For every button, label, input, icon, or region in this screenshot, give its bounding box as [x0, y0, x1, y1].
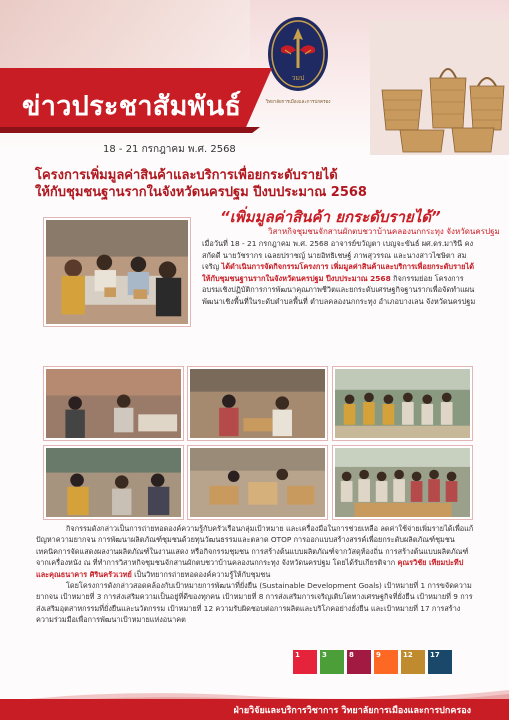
body-p1-text-b: เป็นวิทยากรถ่ายทอดองค์ความรู้ให้กับชุมชน [131, 569, 271, 579]
footer-text: ฝ่ายวิจัยและบริการวิชาการ วิทยาลัยการเมืองและการปกครอง [233, 706, 471, 716]
sdg-goal-number: 1 [295, 651, 300, 659]
seal-label: วมป [291, 74, 305, 82]
college-seal-logo [263, 14, 333, 96]
headline [35, 167, 475, 201]
sdg-icons [293, 650, 452, 674]
sdg-goal-3-icon [320, 650, 344, 674]
lead-highlight: ได้ดำเนินการจัดกิจกรรมโครงการ เพิ่มมูลค่าสินค้าและบริการเพื่อยกระดับรายได้ให้กับชุมชนฐานรากในจังหวัดนครปฐม ปีงบประมาณ 2568 [202, 262, 475, 283]
body-text [36, 523, 476, 626]
grid-photo-5 [188, 446, 327, 519]
headline-line-1: โครงการเพิ่มมูลค่าสินค้าและบริการเพื่อยกระดับรายได้ [35, 168, 338, 183]
sdg-goal-number: 17 [430, 651, 440, 659]
sdg-goal-1-icon [293, 650, 317, 674]
lead-text-1: เมื่อวันที่ 18 - 21 กรกฎาคม พ.ศ. 2568 อาจารย์ขวัญตา เบญจะขันธ์ ผศ.ดร.มารินี คงสกัดดี นายวัชรากร เฉลยปราชญ์ นายอิทธิเชษฐ์ ภาพสุวรรณ และนางสาวไชษิตา สมเจริญ [202, 239, 474, 272]
sdg-goal-number: 8 [349, 651, 354, 659]
grid-photo-4 [44, 446, 183, 519]
woven-baskets-photo [370, 20, 509, 155]
grid-photo-2 [188, 367, 327, 440]
sdg-goal-number: 3 [322, 651, 327, 659]
grid-photo-1 [44, 367, 183, 440]
banner-title: ข่าวประชาสัมพันธ์ [22, 91, 242, 122]
sdg-goal-17-icon [428, 650, 452, 674]
sdg-goal-12-icon [401, 650, 425, 674]
lead-paragraph [202, 238, 480, 308]
quote-title: “เพิ่มมูลค่าสินค้า ยกระดับรายได้” [220, 208, 441, 226]
quote-subtitle: วิสาหกิจชุมชนจักสานผักตบชวาบ้านคลองนกกระทุง จังหวัดนครปฐม [268, 227, 500, 236]
grid-photo-3 [333, 367, 472, 440]
workshop-main-photo [44, 218, 190, 326]
sdg-goal-9-icon [374, 650, 398, 674]
body-paragraph-1 [36, 523, 476, 580]
sdg-goal-number: 12 [403, 651, 413, 659]
event-date: 18 - 21 กรกฎาคม พ.ศ. 2568 [103, 144, 236, 155]
seal-caption: วิทยาลัยการเมืองและการปกครอง [265, 100, 331, 105]
body-p1-text-a: กิจกรรมดังกล่าวเป็นการถ่ายทอดองค์ความรู้กับครัวเรือนกลุ่มเป้าหมาย และเครื่องมือในการช่วยเหลือ ลดค่าใช้จ่ายเพิ่มรายได้เพื่อแก้ปัญหาความยากจน การพัฒนาผลิตภัณฑ์ชุมชนด้วยทุนวัฒนธรรมและตลาด OTOP การออกแบบสร้างสรรค์เพื่อยกระดับผลิตภัณฑ์ชุมชน เทคนิคการจัดแสดงผลงานผลิตภัณฑ์ในงานแสดง หรือกิจกรรมชุมชน การสร้างต้นแบบผลิตภัณฑ์จากวัสดุท้องถิ่น การสร้างต้นแบบผลิตภัณฑ์จากเครื่องหนัง ณ ที่ทำการวิสาหกิจชุมชนจักสานผักตบชวาบ้านคลองนกกระทุง จังหวัดนครปฐม โดยได้รับเกียรติจาก [36, 524, 474, 568]
sdg-goal-number: 9 [376, 651, 381, 659]
sdg-goal-8-icon [347, 650, 371, 674]
headline-line-2: ให้กับชุมชนฐานรากในจังหวัดนครปฐม ปีงบประมาณ 2568 [35, 185, 367, 200]
body-paragraph-2: โดยโครงการดังกล่าวสอดคล้องกับเป้าหมายการพัฒนาที่ยั่งยืน (Sustainable Development Goals) เป้าหมายที่ 1 การขจัดความยากจน เป้าหมายที่ 3 การส่งเสริมความเป็นอยู่ที่ดีของทุกคน เป้าหมายที่ 8 การส่งเสริมการเจริญเติบโตทางเศรษฐกิจที่ยั่งยืน เป้าหมายที่ 9 การส่งเสริมอุตสาหกรรมที่ยั่งยืนและนวัตกรรม เป้าหมายที่ 12 ความรับผิดชอบต่อการผลิตและบริโภคอย่างยั่งยืน และเป้าหมายที่ 17 การสร้างความร่วมมือเพื่อการพัฒนาเป้าหมายแห่งอนาคต [36, 581, 473, 625]
body-p1-speakers: คุณรวิชัย เทียมปะทีป และคุณธนาคาร ศิรินครัวเวทย์ [36, 558, 464, 579]
banner-stripe [0, 127, 260, 133]
grid-photo-6 [333, 446, 472, 519]
lead-text-2: กิจกรรมย่อย โครงการอบรมเชิงปฏิบัติการการพัฒนาคุณภาพชีวิตและยกระดับเศรษฐกิจฐานรากเพื่อจัดทำแผนพัฒนาเชิงพื้นที่ในระดับตำบลพื้นที่ ตำบลคลองนกกระทุง อำเภอบางเลน จังหวัดนครปฐม [202, 273, 476, 306]
